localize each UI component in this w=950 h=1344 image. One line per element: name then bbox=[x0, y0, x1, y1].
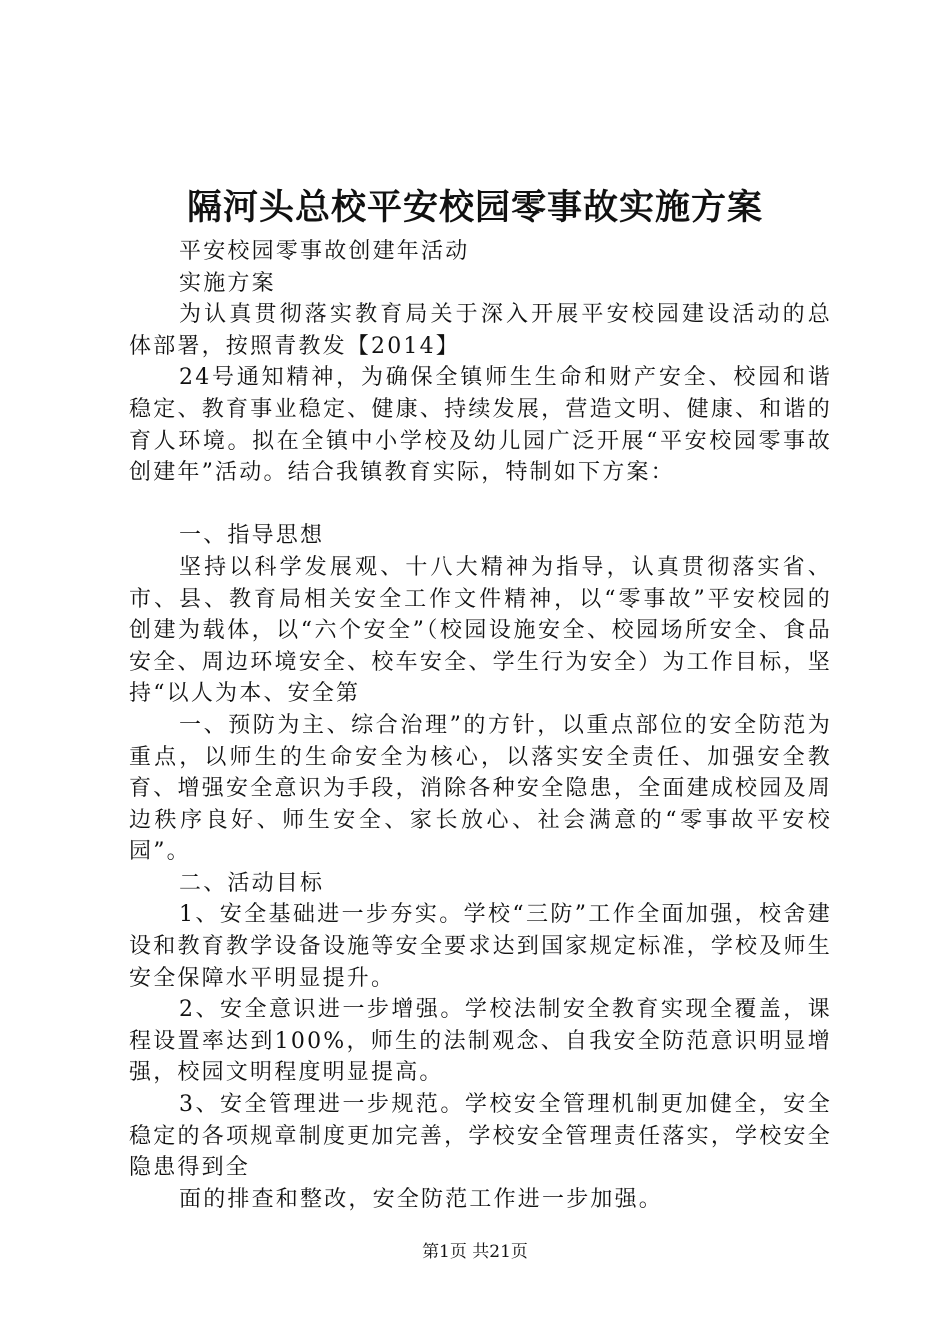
page-number-footer: 第1页 共21页 bbox=[422, 1242, 528, 1262]
section-heading-activity-goals: 二、活动目标 bbox=[179, 870, 325, 896]
list-item-goal-3: 3、安全管理进一步规范。学校安全管理机制更加健全，安全稳定的各项规章制度更加完善，学校安全管理责任落实，学校安全隐患得到全 bbox=[129, 1092, 832, 1181]
paragraph-subtitle-2: 实施方案 bbox=[179, 270, 276, 296]
paragraph-subtitle-1: 平安校园零事故创建年活动 bbox=[179, 239, 470, 264]
document-body bbox=[129, 236, 832, 1215]
paragraph-policy: 一、预防为主、综合治理”的方针，以重点部位的安全防范为重点，以师生的生命安全为核心，以落实安全责任、加强安全教育、增强安全意识为手段，消除各种安全隐患，全面建成校园及周边秩序良好、师生安全、家长放心、社会满意的“零事故平安校园”。 bbox=[129, 712, 832, 865]
paragraph-guiding-ideology: 坚持以科学发展观、十八大精神为指导，认真贯彻落实省、市、县、教育局相关安全工作文件精神，以“零事故”平安校园的创建为载体，以“六个安全”（校园设施安全、校园场所安全、食品安全、周边环境安全、校车安全、学生行为安全）为工作目标，坚持“以人为本、安全第 bbox=[129, 554, 832, 707]
list-item-goal-1: 1、安全基础进一步夯实。学校“三防”工作全面加强，校舍建设和教育教学设备设施等安全要求达到国家规定标准，学校及师生安全保障水平明显提升。 bbox=[129, 902, 832, 991]
document-title: 隔河头总校平安校园零事故实施方案 bbox=[186, 187, 763, 228]
section-heading-guiding-ideology: 一、指导思想 bbox=[179, 523, 325, 549]
paragraph-continuation: 面的排查和整改，安全防范工作进一步加强。 bbox=[179, 1186, 664, 1212]
paragraph-intro: 为认真贯彻落实教育局关于深入开展平安校园建设活动的总体部署，按照青教发【2014】 bbox=[129, 302, 832, 359]
paragraph-spacer bbox=[129, 489, 832, 521]
list-item-goal-2: 2、安全意识进一步增强。学校法制安全教育实现全覆盖，课程设置率达到100%，师生的法制观念、自我安全防范意识明显增强，校园文明程度明显提高。 bbox=[129, 997, 832, 1086]
paragraph-purpose: 24号通知精神，为确保全镇师生生命和财产安全、校园和谐稳定、教育事业稳定、健康、持续发展，营造文明、健康、和谐的育人环境。拟在全镇中小学校及幼儿园广泛开展“平安校园零事故创建年”活动。结合我镇教育实际，特制如下方案： bbox=[129, 365, 832, 486]
